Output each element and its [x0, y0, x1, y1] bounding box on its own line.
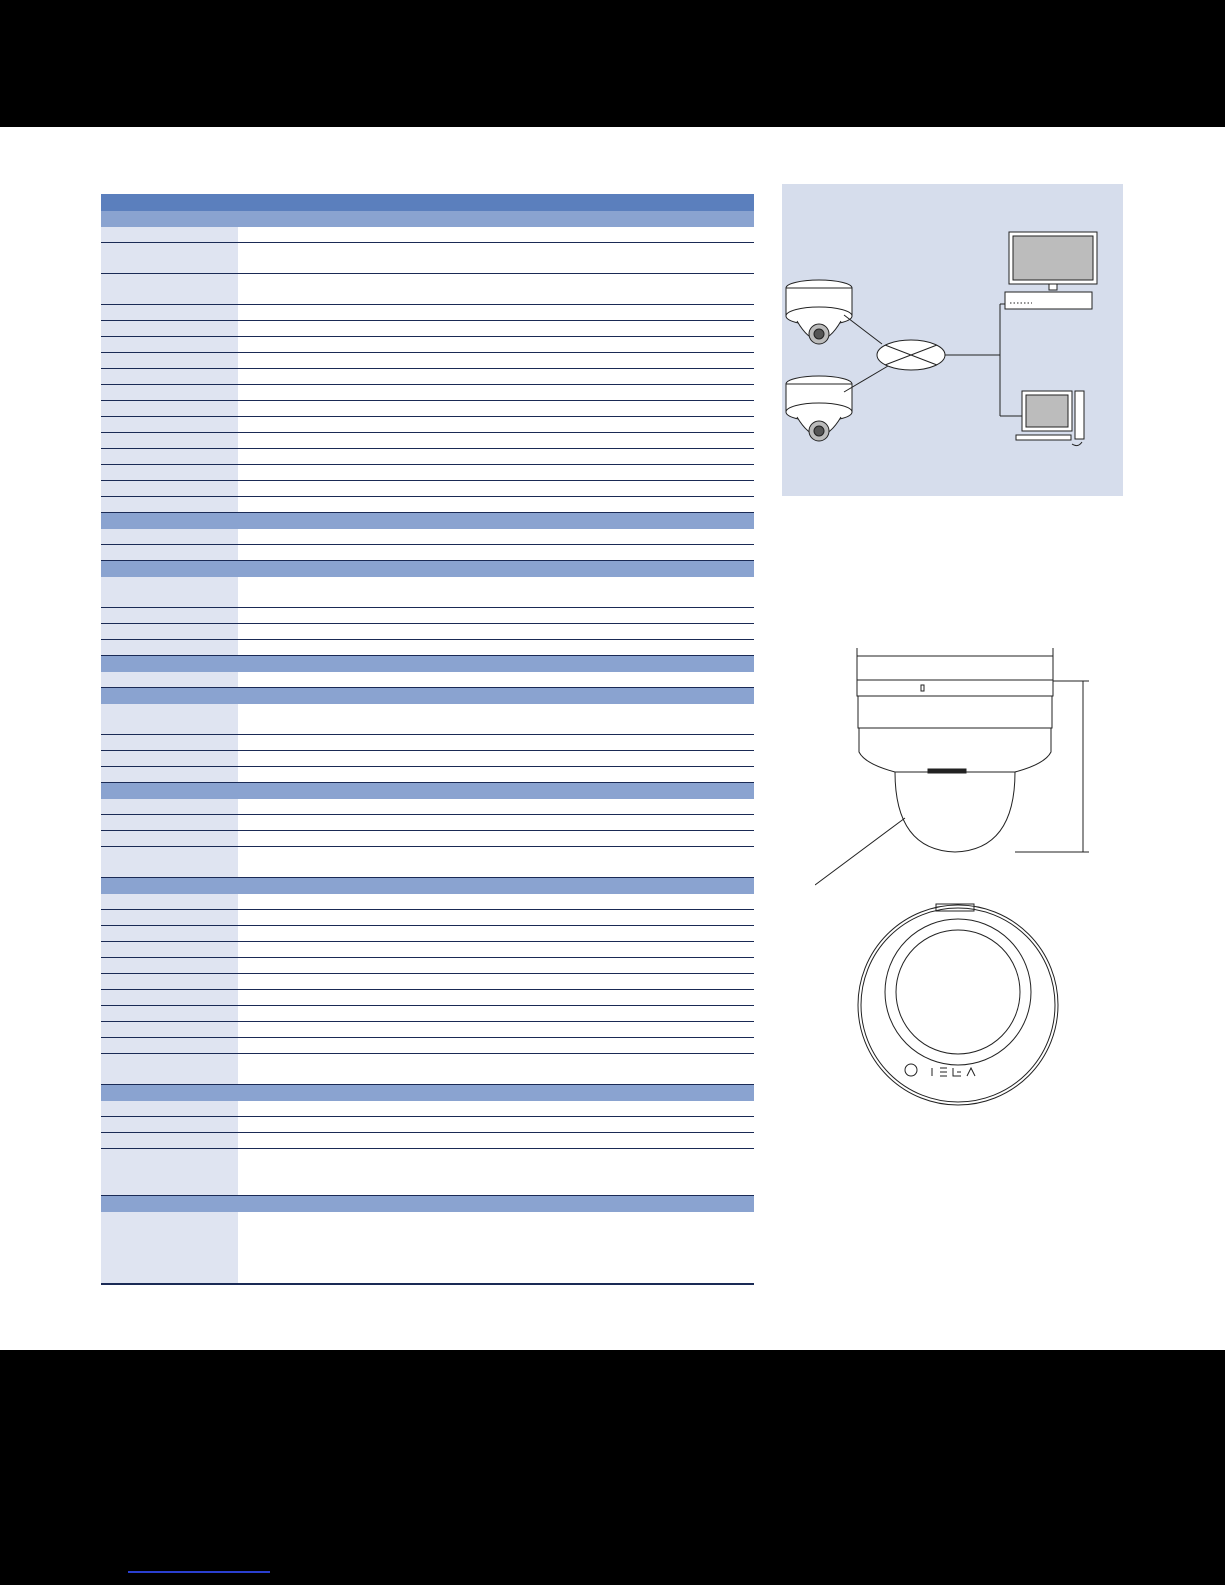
row-label-cell [101, 847, 238, 877]
table-row [101, 990, 754, 1006]
row-label-cell [101, 672, 238, 687]
section-header-camera [101, 211, 754, 227]
table-row [101, 465, 754, 481]
row-value-cell [238, 624, 754, 639]
row-value-cell [238, 910, 754, 925]
row-value-cell [238, 243, 754, 273]
table-row [101, 481, 754, 497]
row-value-cell [238, 640, 754, 655]
row-value-cell [238, 497, 754, 512]
pc-icon [1016, 391, 1084, 446]
table-row [101, 942, 754, 958]
table-row [101, 1006, 754, 1022]
table-row [101, 227, 754, 243]
table-row [101, 337, 754, 353]
row-label-cell [101, 751, 238, 766]
dimensions-drawing [815, 640, 1115, 1110]
network-cloud-icon [877, 340, 945, 370]
table-row [101, 305, 754, 321]
row-value-cell [238, 958, 754, 973]
row-label-cell [101, 1022, 238, 1037]
row-label-cell [101, 926, 238, 941]
table-row [101, 1038, 754, 1054]
row-value-cell [238, 337, 754, 352]
row-value-cell [238, 1006, 754, 1021]
row-value-cell [238, 449, 754, 464]
section-header-general-2 [101, 878, 754, 894]
row-label-cell [101, 227, 238, 242]
row-value-cell [238, 401, 754, 416]
monitor-icon [1009, 232, 1097, 290]
system-configuration-panel [782, 184, 1123, 496]
row-value-cell [238, 274, 754, 304]
table-row [101, 624, 754, 640]
table-row [101, 353, 754, 369]
row-label-cell [101, 481, 238, 496]
row-value-cell [238, 1149, 754, 1195]
table-row [101, 1149, 754, 1196]
row-value-cell [238, 942, 754, 957]
table-row [101, 1212, 754, 1284]
row-label-cell [101, 608, 238, 623]
row-value-cell [238, 847, 754, 877]
row-value-cell [238, 305, 754, 320]
row-label-cell [101, 910, 238, 925]
row-value-cell [238, 227, 754, 242]
row-value-cell [238, 704, 754, 734]
footer-link-underline[interactable] [128, 1571, 270, 1573]
table-row [101, 704, 754, 735]
row-label-cell [101, 1054, 238, 1084]
bottom-black-band [0, 1350, 1225, 1585]
row-label-cell [101, 449, 238, 464]
section-header-general-1 [101, 783, 754, 799]
row-value-cell [238, 974, 754, 989]
row-label-cell [101, 353, 238, 368]
row-label-cell [101, 321, 238, 336]
row-label-cell [101, 1117, 238, 1132]
row-value-cell [238, 815, 754, 830]
row-value-cell [238, 1117, 754, 1132]
table-row [101, 529, 754, 545]
row-label-cell [101, 640, 238, 655]
dome-camera-icon [786, 280, 852, 344]
row-value-cell [238, 1101, 754, 1116]
row-label-cell [101, 815, 238, 830]
row-label-cell [101, 767, 238, 782]
table-row [101, 369, 754, 385]
table-row [101, 799, 754, 815]
row-value-cell [238, 545, 754, 560]
row-value-cell [238, 369, 754, 384]
table-row [101, 767, 754, 783]
row-label-cell [101, 305, 238, 320]
row-value-cell [238, 767, 754, 782]
row-label-cell [101, 385, 238, 400]
row-value-cell [238, 433, 754, 448]
table-row [101, 815, 754, 831]
row-label-cell [101, 369, 238, 384]
row-value-cell [238, 799, 754, 814]
row-label-cell [101, 894, 238, 909]
table-row [101, 1022, 754, 1038]
table-row [101, 608, 754, 624]
row-label-cell [101, 337, 238, 352]
row-label-cell [101, 1133, 238, 1148]
section-header-io [101, 688, 754, 704]
table-row [101, 751, 754, 767]
row-value-cell [238, 481, 754, 496]
row-label-cell [101, 401, 238, 416]
row-label-cell [101, 799, 238, 814]
row-value-cell [238, 1022, 754, 1037]
row-value-cell [238, 672, 754, 687]
row-label-cell [101, 942, 238, 957]
row-value-cell [238, 608, 754, 623]
row-value-cell [238, 1054, 754, 1084]
row-value-cell [238, 831, 754, 846]
row-value-cell [238, 385, 754, 400]
row-label-cell [101, 704, 238, 734]
system-diagram [782, 184, 1123, 496]
row-label-cell [101, 417, 238, 432]
table-row [101, 926, 754, 942]
table-row [101, 831, 754, 847]
row-value-cell [238, 577, 754, 607]
row-label-cell [101, 958, 238, 973]
camera-dimensions-svg [815, 640, 1115, 1110]
row-value-cell [238, 353, 754, 368]
table-row [101, 847, 754, 878]
row-label-cell [101, 974, 238, 989]
row-label-cell [101, 1101, 238, 1116]
section-header-network-3 [101, 656, 754, 672]
table-title-bar [101, 194, 754, 211]
row-label-cell [101, 545, 238, 560]
row-value-cell [238, 417, 754, 432]
table-row [101, 577, 754, 608]
table-row [101, 433, 754, 449]
table-row [101, 910, 754, 926]
table-row [101, 1054, 754, 1085]
row-value-cell [238, 1133, 754, 1148]
table-row [101, 274, 754, 305]
table-row [101, 1133, 754, 1149]
row-value-cell [238, 751, 754, 766]
row-label-cell [101, 1212, 238, 1283]
table-row [101, 243, 754, 274]
recorder-icon [1005, 292, 1092, 309]
table-row [101, 672, 754, 688]
row-label-cell [101, 990, 238, 1005]
table-row [101, 974, 754, 990]
row-label-cell [101, 274, 238, 304]
row-label-cell [101, 433, 238, 448]
row-label-cell [101, 735, 238, 750]
table-row [101, 735, 754, 751]
table-row [101, 1101, 754, 1117]
table-row [101, 1117, 754, 1133]
row-label-cell [101, 577, 238, 607]
row-label-cell [101, 497, 238, 512]
row-value-cell [238, 465, 754, 480]
row-label-cell [101, 624, 238, 639]
table-row [101, 640, 754, 656]
row-label-cell [101, 243, 238, 273]
table-row [101, 545, 754, 561]
row-value-cell [238, 926, 754, 941]
row-label-cell [101, 1006, 238, 1021]
row-label-cell [101, 465, 238, 480]
section-header-network-2 [101, 561, 754, 577]
row-value-cell [238, 894, 754, 909]
section-header-accessories [101, 1196, 754, 1212]
section-header-network-1 [101, 513, 754, 529]
row-value-cell [238, 735, 754, 750]
table-row [101, 417, 754, 433]
row-label-cell [101, 1038, 238, 1053]
table-row [101, 958, 754, 974]
row-value-cell [238, 1038, 754, 1053]
section-header-environment [101, 1085, 754, 1101]
table-row [101, 401, 754, 417]
row-label-cell [101, 1149, 238, 1195]
top-black-band [0, 0, 1225, 127]
row-value-cell [238, 990, 754, 1005]
table-row [101, 321, 754, 337]
dome-camera-icon [786, 376, 852, 441]
row-value-cell [238, 321, 754, 336]
specifications-table [101, 194, 754, 1285]
row-value-cell [238, 529, 754, 544]
table-row [101, 497, 754, 513]
table-row [101, 449, 754, 465]
table-row [101, 385, 754, 401]
row-value-cell [238, 1212, 754, 1283]
table-row [101, 894, 754, 910]
row-label-cell [101, 529, 238, 544]
row-label-cell [101, 831, 238, 846]
